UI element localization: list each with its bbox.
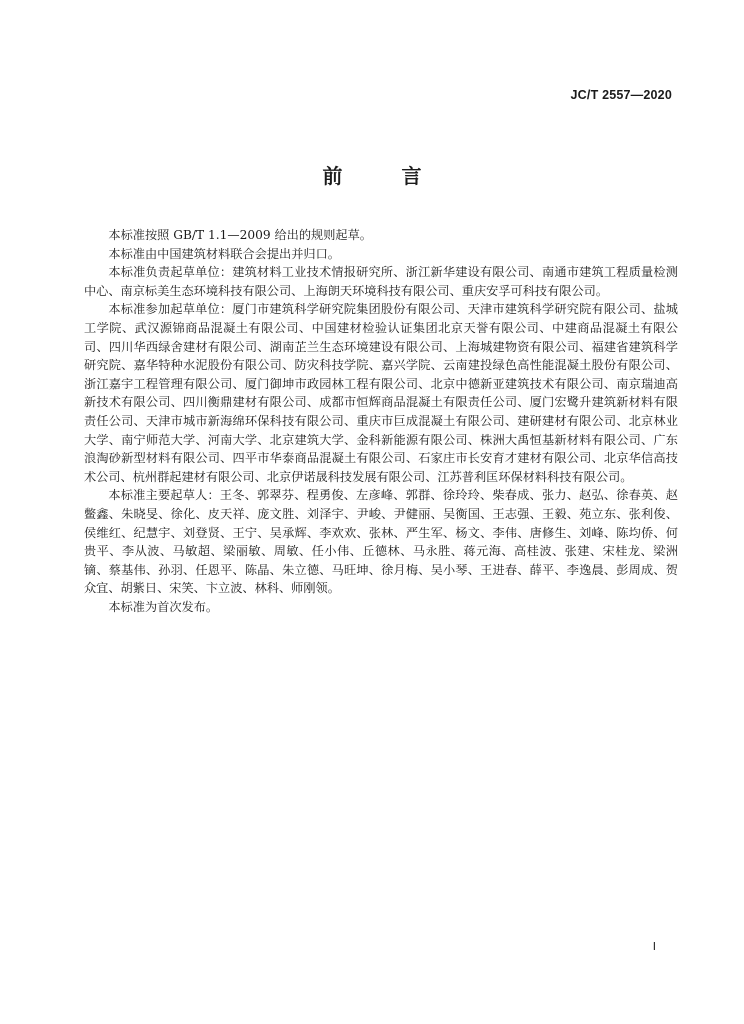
- paragraph-participating-drafters: 本标准参加起草单位：厦门市建筑科学研究院集团股份有限公司、天津市建筑科学研究院有限公司、盐城工学院、武汉源锦商品混凝土有限公司、中国建材检验认证集团北京天誉有限公司、中建商品混凝土有限公司、四川华西绿舍建材有限公司、湖南芷兰生态环境建设有限公司、上海城建物资有限公司、福建省建筑科学研究院、嘉华特种水泥股份有限公司、防灾科技学院、嘉兴学院、云南建投绿色高性能混凝土股份有限公司、浙江嘉宇工程管理有限公司、厦门御坤市政园林工程有限公司、北京中德新亚建筑技术有限公司、南京瑞迪高新技术有限公司、四川衡鼎建材有限公司、成都市恒辉商品混凝土有限责任公司、厦门宏鹭升建筑新材料有限责任公司、天津市城市新海绵环保科技有限公司、重庆市巨成混凝土有限公司、建研建材有限公司、北京林业大学、南宁师范大学、河南大学、北京建筑大学、金科新能源有限公司、株洲大禹恒基新材料有限公司、广东浪淘砂新型材料有限公司、四平市华泰商品混凝土有限公司、石家庄市长安育才建材有限公司、北京华信高技术公司、杭州群起建材有限公司、北京伊诺晟科技发展有限公司、江苏普利匡环保材料科技有限公司。: [84, 302, 678, 484]
- paragraph-main-drafters: 本标准主要起草人：王冬、郭翠芬、程勇俊、左彦峰、郭群、徐玲玲、柴春成、张力、赵弘、徐春英、赵鳖鑫、朱晓旻、徐化、皮天祥、庞文胜、刘泽宇、尹峻、尹健丽、吴衡国、王志强、王毅、苑立东、张利俊、侯维红、纪慧宇、刘登贤、王宁、吴承辉、李欢欢、张林、严生军、杨文、李伟、唐修生、刘峰、陈均侨、何贵平、李从波、马敏超、梁丽敏、周敏、任小伟、丘德林、马永胜、蒋元海、高桂波、张建、宋桂龙、梁洲镝、蔡基伟、孙羽、任恩平、陈晶、朱立德、马旺坤、徐月梅、吴小琴、王进春、薛平、李逸晨、彭周成、贺众宜、胡紫日、宋笑、卞立波、林科、师刚领。: [84, 488, 678, 596]
- paragraph-first-release: 本标准为首次发布。: [108, 599, 219, 614]
- page-number: I: [652, 940, 656, 953]
- paragraph-proposed-by: 本标准由中国建筑材料联合会提出并归口。: [108, 246, 340, 261]
- foreword-body: [84, 226, 678, 616]
- page-title: 前 言: [322, 164, 448, 188]
- paragraph-lead-drafters: 本标准负责起草单位：建筑材料工业技术情报研究所、浙江新华建设有限公司、南通市建筑工程质量检测中心、南京标美生态环境科技有限公司、上海朗天环境科技有限公司、重庆安孚可科技有限公司。: [84, 265, 678, 298]
- paragraph-drafting-rules: 本标准按照 GB/T 1.1—2009 给出的规则起草。: [108, 228, 372, 242]
- standard-number: JC/T 2557—2020: [570, 88, 672, 102]
